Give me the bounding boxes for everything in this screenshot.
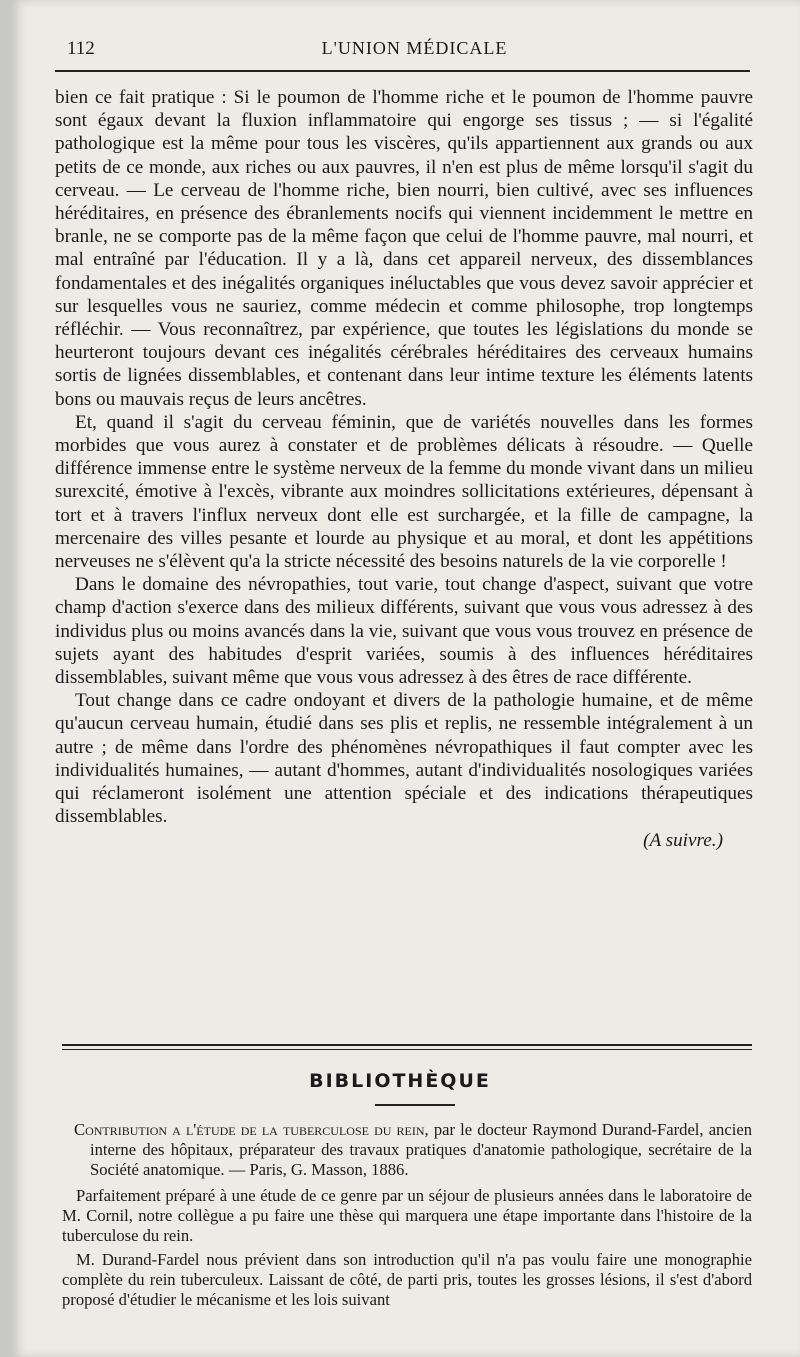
paragraph: Tout change dans ce cadre ondoyant et divers de la pathologie humaine, et de même qu'aucun cerveau humain, étudié dans ses plis et replis, ne ressemble intégralement à un autre ; de même dans l'ordre des phénomènes névropathiques il faut compter avec les individualités humaines, — autant d'hommes, autant d'individualités nosologiques variées qui réclameront isolément une attention spéciale et des indications thérapeutiques dissemblables.	[55, 690, 753, 828]
paragraph: Et, quand il s'agit du cerveau féminin, que de variétés nouvelles dans les formes morbides que vous aurez à constater et de problèmes délicats à résoudre. — Quelle différence immense entre le système nerveux de la femme du monde vivant dans un milieu surexcité, émotive à l'excès, vibrante aux moindres sollicitations extérieures, dépensant à tort et à travers l'influx nerveux dont elle est surchargée, et la fille de campagne, la mercenaire des villes pesante et lourde au physique et au moral, et dont les appétitions nerveuses ne s'élèvent qu'a la stricte nécessité des besoins naturels de la vie corporelle !	[55, 411, 753, 573]
entry-details: par le docteur Raymond Durand-Fardel, ancien interne des hôpitaux, préparateur des travaux pratiques d'anatomie pathologique, secrétaire de la Société anatomique. — Paris, G. Masson, 1886.	[90, 1120, 752, 1179]
section-title: BIBLIOTHÈQUE	[309, 1070, 491, 1092]
paragraph: Dans le domaine des névropathies, tout varie, tout change d'aspect, suivant que votre champ d'action s'exerce dans des milieux différents, suivant que vous vous adressez à des individus plus ou moins avancés dans la vie, suivant que vous vous trouvez en présence de sujets ayant des habitudes d'esprit variées, soumis à des influences héréditaires dissemblables, suivant même que vous vous adressez à des êtres de race différente.	[55, 574, 753, 689]
paragraph: bien ce fait pratique : Si le poumon de l'homme riche et le poumon de l'homme pauvre sont égaux devant la fluxion inflammatoire qui engorge ses tissus ; — si l'égalité pathologique est la même pour tous les viscères, qu'ils appartiennent aux grands ou aux petits de ce monde, aux riches ou aux pauvres, il n'en est plus de même lorsqu'il s'agit du cerveau. — Le cerveau de l'homme riche, bien nourri, bien cultivé, avec ses influences héréditaires, en présence des ébranlements nocifs qui viennent incidemment le mettre en branle, ne se comporte pas de la même façon que celui de l'homme pauvre, mal nourri, et mal entraîné par l'éducation. Il y a là, dans cet appareil nerveux, des dissemblances fondamentales et des inégalités organiques inéluctables que vous devez savoir apprécier et sur lesquelles vous ne sauriez, comme médecin et comme philosophe, trop longtemps réfléchir. — Vous reconnaîtrez, par expérience, que toutes les législations du monde se heurteront toujours devant ces inégalités cérébrales héréditaires des cerveaux humains sortis de lignées dissemblables, et contenant dans leur intime texture les éléments latents bons ou mauvais reçus de leurs ancêtres.	[55, 87, 753, 410]
title-underline	[375, 1104, 455, 1106]
review-paragraph: M. Durand-Fardel nous prévient dans son introduction qu'il n'a pas voulu faire une monographie complète du rein tuberculeux. Laissant de côté, de parti pris, toutes les grosses lésions, il s'est d'abord proposé d'étudier le mécanisme et les lois suivant	[62, 1250, 752, 1309]
bibliography-section	[62, 1120, 752, 1314]
to-be-continued: (A suivre.)	[643, 829, 723, 851]
page-header	[67, 38, 762, 62]
review-paragraph: Parfaitement préparé à une étude de ce genre par un séjour de plusieurs années dans le laboratoire de M. Cornil, notre collègue a pu faire une thèse qui marquera une étape importante dans l'histoire de la tuberculose du rein.	[62, 1186, 752, 1245]
bibliography-entry	[62, 1120, 752, 1180]
page-number: 112	[67, 38, 95, 59]
section-divider	[62, 1044, 752, 1050]
article-body	[55, 86, 753, 852]
entry-title: Contribution a l'étude de la tuberculose du rein,	[74, 1120, 429, 1139]
header-rule	[55, 70, 750, 72]
running-title: L'UNION MÉDICALE	[321, 38, 508, 58]
